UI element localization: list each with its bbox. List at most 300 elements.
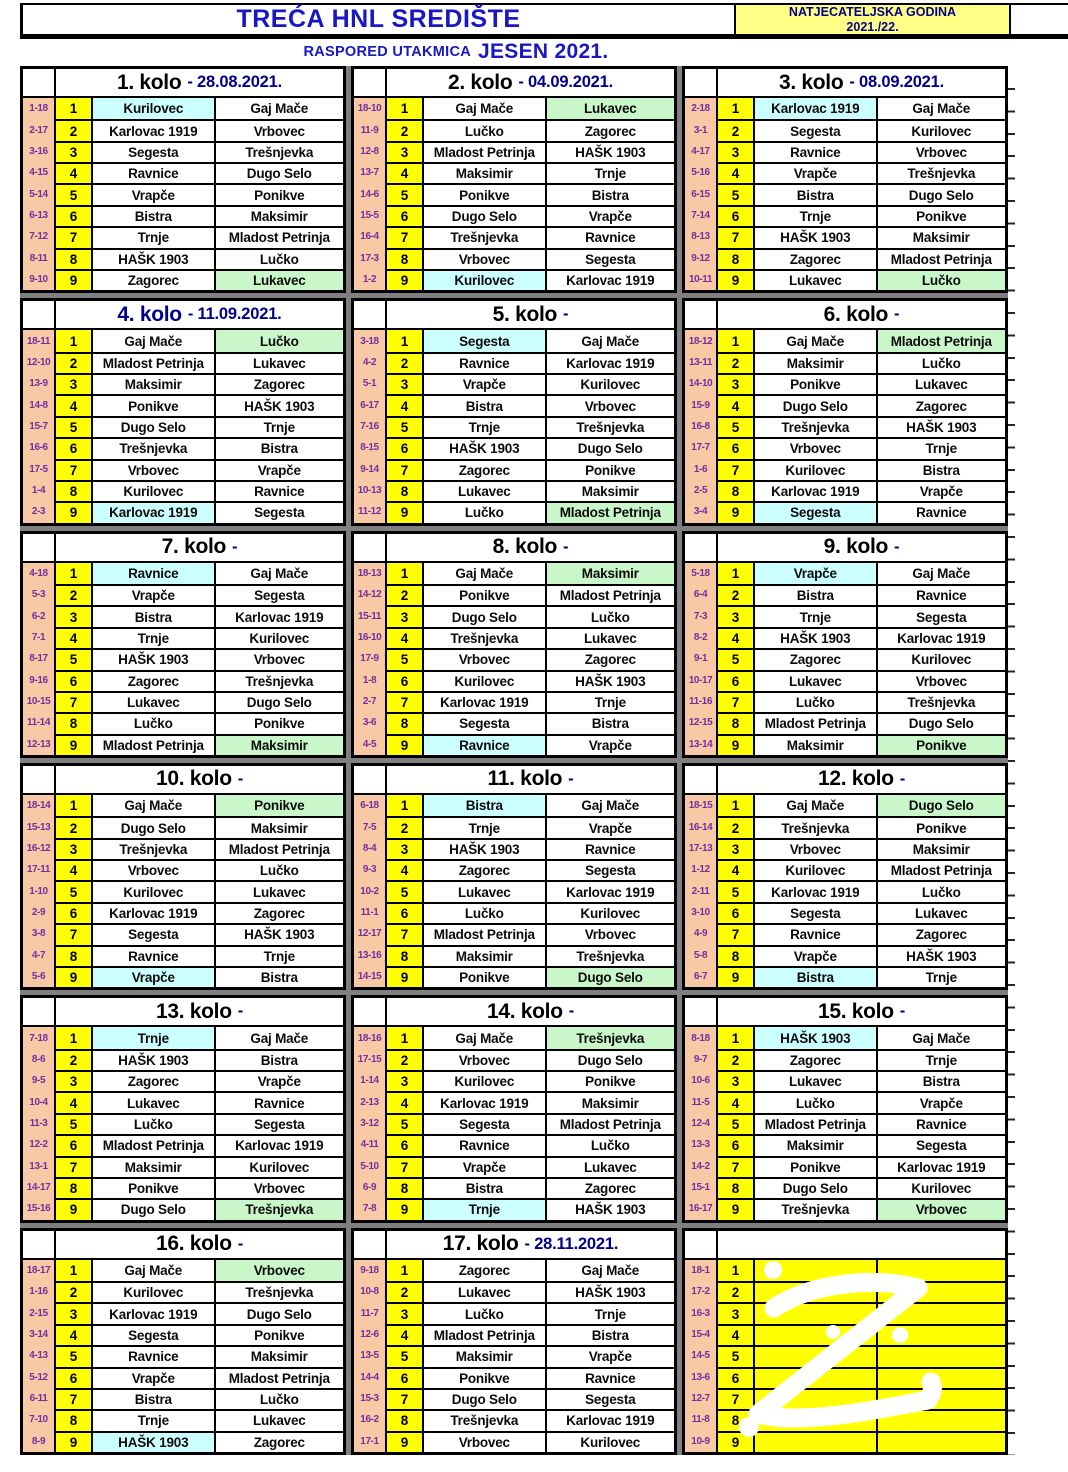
match-code: 6-17 <box>354 394 387 415</box>
home-team-cell: Ponikve <box>424 1367 547 1388</box>
home-team-cell: Karlovac 1919 <box>755 98 878 119</box>
match-number: 2 <box>387 119 424 140</box>
match-number: 8 <box>718 1177 755 1198</box>
match-code: 18-14 <box>23 795 56 816</box>
away-team-cell: Maksimir <box>547 563 674 584</box>
match-number: 4 <box>387 859 424 880</box>
match-number: 2 <box>387 352 424 373</box>
home-team-cell: Segesta <box>755 119 878 140</box>
match-number: 3 <box>56 838 93 859</box>
away-team-cell: Kurilovec <box>216 1156 343 1177</box>
home-team-cell: Bistra <box>755 183 878 204</box>
away-team-cell: Trešnjevka <box>878 162 1005 183</box>
match-code: 6-7 <box>685 966 718 987</box>
match-code: 11-8 <box>685 1409 718 1430</box>
home-team-cell: Ponikve <box>755 1156 878 1177</box>
away-team-cell: Mladost Petrinja <box>547 501 674 522</box>
home-team-cell: HAŠK 1903 <box>755 627 878 648</box>
round-title: 13. kolo <box>155 999 232 1023</box>
match-number: 9 <box>56 1198 93 1219</box>
match-code: 12-10 <box>23 352 56 373</box>
match-number: 1 <box>387 563 424 584</box>
match-code: 18-10 <box>354 98 387 119</box>
away-team-cell: Kurilovec <box>878 648 1005 669</box>
match-number: 7 <box>387 1156 424 1177</box>
home-team-cell <box>755 1302 878 1323</box>
home-team-cell: Lukavec <box>755 269 878 290</box>
away-team-cell: Dugo Selo <box>216 691 343 712</box>
round-title: 11. kolo <box>487 767 563 791</box>
match-number: 1 <box>387 98 424 119</box>
match-code: 18-11 <box>23 330 56 351</box>
match-number: 5 <box>387 1113 424 1134</box>
away-team-cell: Karlovac 1919 <box>547 269 674 290</box>
match-code: 12-15 <box>685 712 718 733</box>
match-code: 3-6 <box>354 712 387 733</box>
home-team-cell: Trešnjevka <box>755 1198 878 1219</box>
away-team-cell: Gaj Mače <box>216 563 343 584</box>
match-number: 9 <box>387 269 424 290</box>
away-team-cell: HAŠK 1903 <box>547 1198 674 1219</box>
match-number: 1 <box>56 98 93 119</box>
home-team-cell: Karlovac 1919 <box>93 501 216 522</box>
match-number: 4 <box>56 627 93 648</box>
match-code: 12-2 <box>23 1134 56 1155</box>
match-code: 1-8 <box>354 670 387 691</box>
home-team-cell: Zagorec <box>755 248 878 269</box>
home-team-cell <box>755 1345 878 1366</box>
away-team-cell: Segesta <box>216 584 343 605</box>
round-block <box>20 298 346 525</box>
match-code: 11-5 <box>685 1091 718 1112</box>
home-team-cell: Lučko <box>93 712 216 733</box>
match-number: 4 <box>56 162 93 183</box>
match-code: 1-18 <box>23 98 56 119</box>
away-team-cell: Segesta <box>216 501 343 522</box>
match-number: 1 <box>56 795 93 816</box>
home-team-cell: Zagorec <box>93 1070 216 1091</box>
match-number: 3 <box>387 838 424 859</box>
match-code: 13-3 <box>685 1134 718 1155</box>
match-number: 8 <box>56 712 93 733</box>
title-cell <box>23 5 734 34</box>
home-team-cell: HAŠK 1903 <box>424 437 547 458</box>
rounds-grid <box>20 66 1008 1455</box>
match-code: 16-2 <box>354 1409 387 1430</box>
home-team-cell: Vrapče <box>424 1156 547 1177</box>
round-header <box>387 998 674 1027</box>
match-number: 9 <box>718 1198 755 1219</box>
match-number: 8 <box>718 712 755 733</box>
match-number: 3 <box>387 1070 424 1091</box>
match-number: 8 <box>56 248 93 269</box>
match-number: 8 <box>56 1409 93 1430</box>
match-number: 4 <box>56 859 93 880</box>
home-team-cell: Vrbovec <box>93 859 216 880</box>
match-code: 1-16 <box>23 1281 56 1302</box>
match-number: 7 <box>387 226 424 247</box>
home-team-cell: Trešnjevka <box>424 627 547 648</box>
home-team-cell: Trnje <box>424 416 547 437</box>
away-team-cell: Ravnice <box>878 501 1005 522</box>
away-team-cell: Bistra <box>547 712 674 733</box>
match-number: 3 <box>387 605 424 626</box>
match-code: 8-13 <box>685 226 718 247</box>
away-team-cell: Karlovac 1919 <box>878 1156 1005 1177</box>
away-team-cell: Ravnice <box>547 1367 674 1388</box>
home-team-cell: Segesta <box>93 1324 216 1345</box>
home-team-cell: Bistra <box>755 584 878 605</box>
match-code: 3-4 <box>685 501 718 522</box>
away-team-cell: Vrapče <box>216 1070 343 1091</box>
away-team-cell: Trešnjevka <box>216 1281 343 1302</box>
round-header-stub <box>23 534 56 563</box>
match-number: 6 <box>56 205 93 226</box>
home-team-cell: Ponikve <box>424 584 547 605</box>
match-number: 3 <box>718 141 755 162</box>
match-number: 8 <box>718 248 755 269</box>
match-code: 8-2 <box>685 627 718 648</box>
away-team-cell: Bistra <box>547 1324 674 1345</box>
round-header-stub <box>23 998 56 1027</box>
home-team-cell: Vrapče <box>755 945 878 966</box>
home-team-cell: HAŠK 1903 <box>93 1049 216 1070</box>
away-team-cell: Karlovac 1919 <box>216 1134 343 1155</box>
round-block <box>682 995 1008 1222</box>
match-code: 13-7 <box>354 162 387 183</box>
round-title: 1. kolo <box>116 70 182 94</box>
round-block <box>682 531 1008 758</box>
match-number: 1 <box>387 795 424 816</box>
round-date: - <box>894 305 900 324</box>
home-team-cell: Bistra <box>93 205 216 226</box>
match-number: 2 <box>718 1281 755 1302</box>
match-code: 9-1 <box>685 648 718 669</box>
match-code: 10-15 <box>23 691 56 712</box>
away-team-cell: Lukavec <box>547 627 674 648</box>
away-team-cell: Bistra <box>547 183 674 204</box>
home-team-cell: Mladost Petrinja <box>755 712 878 733</box>
away-team-cell: Ravnice <box>547 838 674 859</box>
match-number: 9 <box>387 1431 424 1452</box>
match-code: 11-12 <box>354 501 387 522</box>
away-team-cell: Trešnjevka <box>547 416 674 437</box>
match-number: 3 <box>387 141 424 162</box>
match-code: 5-6 <box>23 966 56 987</box>
home-team-cell: Maksimir <box>755 352 878 373</box>
home-team-cell: Segesta <box>424 330 547 351</box>
match-code: 9-18 <box>354 1260 387 1281</box>
away-team-cell: Ponikve <box>547 1070 674 1091</box>
match-code: 15-1 <box>685 1177 718 1198</box>
match-number: 1 <box>56 1027 93 1048</box>
match-code: 10-11 <box>685 269 718 290</box>
match-code: 14-4 <box>354 1367 387 1388</box>
away-team-cell: Trnje <box>878 1049 1005 1070</box>
match-number: 7 <box>718 923 755 944</box>
match-code: 2-7 <box>354 691 387 712</box>
home-team-cell: Zagorec <box>424 1260 547 1281</box>
match-number: 5 <box>387 648 424 669</box>
match-number: 8 <box>718 945 755 966</box>
home-team-cell: Karlovac 1919 <box>93 902 216 923</box>
match-number: 2 <box>56 816 93 837</box>
round-header <box>718 998 1005 1027</box>
home-team-cell: Dugo Selo <box>93 1198 216 1219</box>
match-code: 17-13 <box>685 838 718 859</box>
home-team-cell: Trešnjevka <box>755 416 878 437</box>
home-team-cell <box>755 1281 878 1302</box>
match-number: 2 <box>56 1049 93 1070</box>
match-code: 13-14 <box>685 734 718 755</box>
round-header-stub <box>23 1231 56 1260</box>
home-team-cell: Trnje <box>755 205 878 226</box>
match-code: 1-12 <box>685 859 718 880</box>
away-team-cell: Trnje <box>878 437 1005 458</box>
away-team-cell: Ponikve <box>216 1324 343 1345</box>
match-number: 3 <box>387 373 424 394</box>
match-code: 6-15 <box>685 183 718 204</box>
match-number: 7 <box>56 691 93 712</box>
match-code: 13-1 <box>23 1156 56 1177</box>
round-block <box>682 763 1008 990</box>
match-number: 7 <box>56 1388 93 1409</box>
match-code: 8-6 <box>23 1049 56 1070</box>
round-block <box>682 1228 1008 1455</box>
match-number: 1 <box>387 1027 424 1048</box>
home-team-cell: Vrbovec <box>93 459 216 480</box>
away-team-cell: Kurilovec <box>547 373 674 394</box>
match-number: 9 <box>56 501 93 522</box>
match-code: 18-1 <box>685 1260 718 1281</box>
home-team-cell: Dugo Selo <box>424 605 547 626</box>
away-team-cell: Karlovac 1919 <box>216 605 343 626</box>
match-code: 6-9 <box>354 1177 387 1198</box>
match-number: 4 <box>387 1091 424 1112</box>
match-number: 3 <box>718 373 755 394</box>
away-team-cell: Segesta <box>547 859 674 880</box>
home-team-cell: Maksimir <box>93 1156 216 1177</box>
home-team-cell: Ravnice <box>93 945 216 966</box>
round-block <box>682 66 1008 293</box>
home-team-cell: Maksimir <box>424 1345 547 1366</box>
home-team-cell: Segesta <box>93 923 216 944</box>
away-team-cell: HAŠK 1903 <box>216 923 343 944</box>
match-number: 3 <box>56 1070 93 1091</box>
away-team-cell: Dugo Selo <box>216 162 343 183</box>
home-team-cell: Lučko <box>93 1113 216 1134</box>
match-number: 7 <box>718 1388 755 1409</box>
match-code: 15-7 <box>23 416 56 437</box>
round-header-stub <box>354 998 387 1027</box>
home-team-cell: Karlovac 1919 <box>93 1302 216 1323</box>
round-title: 5. kolo <box>492 302 558 326</box>
match-number: 3 <box>718 1070 755 1091</box>
match-code: 15-13 <box>23 816 56 837</box>
match-code: 13-6 <box>685 1367 718 1388</box>
home-team-cell: Mladost Petrinja <box>424 1324 547 1345</box>
match-number: 2 <box>387 584 424 605</box>
home-team-cell: Mladost Petrinja <box>755 1113 878 1134</box>
match-number: 6 <box>718 1367 755 1388</box>
round-title: 4. kolo <box>117 302 182 326</box>
match-number: 7 <box>56 459 93 480</box>
home-team-cell: Vrapče <box>93 183 216 204</box>
match-number: 4 <box>718 859 755 880</box>
away-team-cell: Gaj Mače <box>547 1260 674 1281</box>
home-team-cell: Trnje <box>93 226 216 247</box>
home-team-cell: Zagorec <box>93 670 216 691</box>
match-code: 2-13 <box>354 1091 387 1112</box>
home-team-cell: Trnje <box>93 627 216 648</box>
away-team-cell: Mladost Petrinja <box>878 248 1005 269</box>
match-code: 12-8 <box>354 141 387 162</box>
away-team-cell: Gaj Mače <box>878 1027 1005 1048</box>
match-number: 3 <box>387 1302 424 1323</box>
round-title: 2. kolo <box>447 70 513 94</box>
match-code: 11-16 <box>685 691 718 712</box>
home-team-cell: Trnje <box>755 605 878 626</box>
match-code: 14-6 <box>354 183 387 204</box>
match-number: 5 <box>56 1345 93 1366</box>
round-title: 10. kolo <box>155 767 232 791</box>
match-number: 8 <box>387 945 424 966</box>
away-team-cell: Trešnjevka <box>878 691 1005 712</box>
match-number: 6 <box>387 1367 424 1388</box>
away-team-cell: Dugo Selo <box>216 1302 343 1323</box>
away-team-cell: Vrbovec <box>216 119 343 140</box>
home-team-cell: Bistra <box>755 966 878 987</box>
round-block <box>351 66 677 293</box>
home-team-cell: Trešnjevka <box>93 838 216 859</box>
match-number: 9 <box>718 501 755 522</box>
match-code: 6-2 <box>23 605 56 626</box>
match-number: 4 <box>387 394 424 415</box>
away-team-cell: Bistra <box>216 1049 343 1070</box>
match-number: 3 <box>56 141 93 162</box>
match-number: 5 <box>56 416 93 437</box>
round-header <box>718 1231 1005 1260</box>
match-number: 9 <box>56 1431 93 1452</box>
match-number: 7 <box>387 923 424 944</box>
home-team-cell: Vrbovec <box>755 437 878 458</box>
away-team-cell: Dugo Selo <box>547 437 674 458</box>
match-number: 2 <box>56 119 93 140</box>
match-number: 8 <box>387 248 424 269</box>
match-number: 8 <box>56 480 93 501</box>
match-number: 8 <box>387 480 424 501</box>
match-number: 1 <box>718 1027 755 1048</box>
match-code: 15-4 <box>685 1324 718 1345</box>
away-team-cell: Trnje <box>216 416 343 437</box>
away-team-cell: Vrapče <box>547 734 674 755</box>
match-code: 10-4 <box>23 1091 56 1112</box>
match-code: 17-2 <box>685 1281 718 1302</box>
match-code: 14-10 <box>685 373 718 394</box>
home-team-cell: Lukavec <box>93 691 216 712</box>
match-number: 7 <box>387 691 424 712</box>
home-team-cell: Kurilovec <box>424 269 547 290</box>
match-number: 4 <box>387 162 424 183</box>
round-header <box>387 301 674 330</box>
match-code: 5-14 <box>23 183 56 204</box>
away-team-cell: Vrbovec <box>878 670 1005 691</box>
match-code: 8-9 <box>23 1431 56 1452</box>
match-code: 4-17 <box>685 141 718 162</box>
match-code: 7-12 <box>23 226 56 247</box>
match-number: 8 <box>718 1409 755 1430</box>
match-code: 17-15 <box>354 1049 387 1070</box>
away-team-cell: Zagorec <box>547 1177 674 1198</box>
round-title: 3. kolo <box>778 70 844 94</box>
round-date: - <box>237 1002 244 1021</box>
away-team-cell: Gaj Mače <box>878 98 1005 119</box>
home-team-cell: Ravnice <box>755 923 878 944</box>
match-code: 4-18 <box>23 563 56 584</box>
match-number: 6 <box>56 437 93 458</box>
match-number: 1 <box>718 98 755 119</box>
round-date: - <box>232 537 238 556</box>
away-team-cell <box>878 1302 1005 1323</box>
home-team-cell: Ponikve <box>93 394 216 415</box>
home-team-cell: Maksimir <box>424 945 547 966</box>
away-team-cell: Vrbovec <box>547 923 674 944</box>
home-team-cell: Gaj Mače <box>424 563 547 584</box>
match-number: 1 <box>718 1260 755 1281</box>
home-team-cell: HAŠK 1903 <box>93 648 216 669</box>
away-team-cell: Lukavec <box>216 1409 343 1430</box>
round-block <box>20 1228 346 1455</box>
round-title: 9. kolo <box>823 535 889 559</box>
match-code: 7-1 <box>23 627 56 648</box>
away-team-cell: Zagorec <box>216 373 343 394</box>
match-number: 4 <box>718 162 755 183</box>
away-team-cell: HAŠK 1903 <box>547 1281 674 1302</box>
away-team-cell: Mladost Petrinja <box>216 1367 343 1388</box>
away-team-cell: Trnje <box>216 945 343 966</box>
page-title: TREĆA HNL SREDIŠTE <box>236 5 521 33</box>
away-team-cell: Gaj Mače <box>547 795 674 816</box>
match-number: 5 <box>718 416 755 437</box>
match-code: 3-8 <box>23 923 56 944</box>
round-block <box>351 531 677 758</box>
away-team-cell: Lučko <box>547 605 674 626</box>
home-team-cell: Mladost Petrinja <box>93 734 216 755</box>
match-number: 7 <box>387 1388 424 1409</box>
home-team-cell: Gaj Mače <box>424 98 547 119</box>
match-code: 13-5 <box>354 1345 387 1366</box>
home-team-cell: Ravnice <box>93 1345 216 1366</box>
match-number: 6 <box>56 1367 93 1388</box>
match-code: 11-14 <box>23 712 56 733</box>
round-date: - <box>237 769 244 788</box>
match-code: 5-8 <box>685 945 718 966</box>
away-team-cell: Kurilovec <box>878 119 1005 140</box>
away-team-cell: Vrapče <box>878 480 1005 501</box>
home-team-cell: Trešnjevka <box>755 816 878 837</box>
away-team-cell: Zagorec <box>878 923 1005 944</box>
home-team-cell: Mladost Petrinja <box>424 141 547 162</box>
home-team-cell: Ponikve <box>424 966 547 987</box>
home-team-cell: Kurilovec <box>755 859 878 880</box>
round-title: 14. kolo <box>486 999 563 1023</box>
match-code: 7-18 <box>23 1027 56 1048</box>
away-team-cell: Dugo Selo <box>547 966 674 987</box>
home-team-cell: Mladost Petrinja <box>93 352 216 373</box>
home-team-cell <box>755 1367 878 1388</box>
away-team-cell <box>878 1431 1005 1452</box>
match-number: 6 <box>718 1134 755 1155</box>
